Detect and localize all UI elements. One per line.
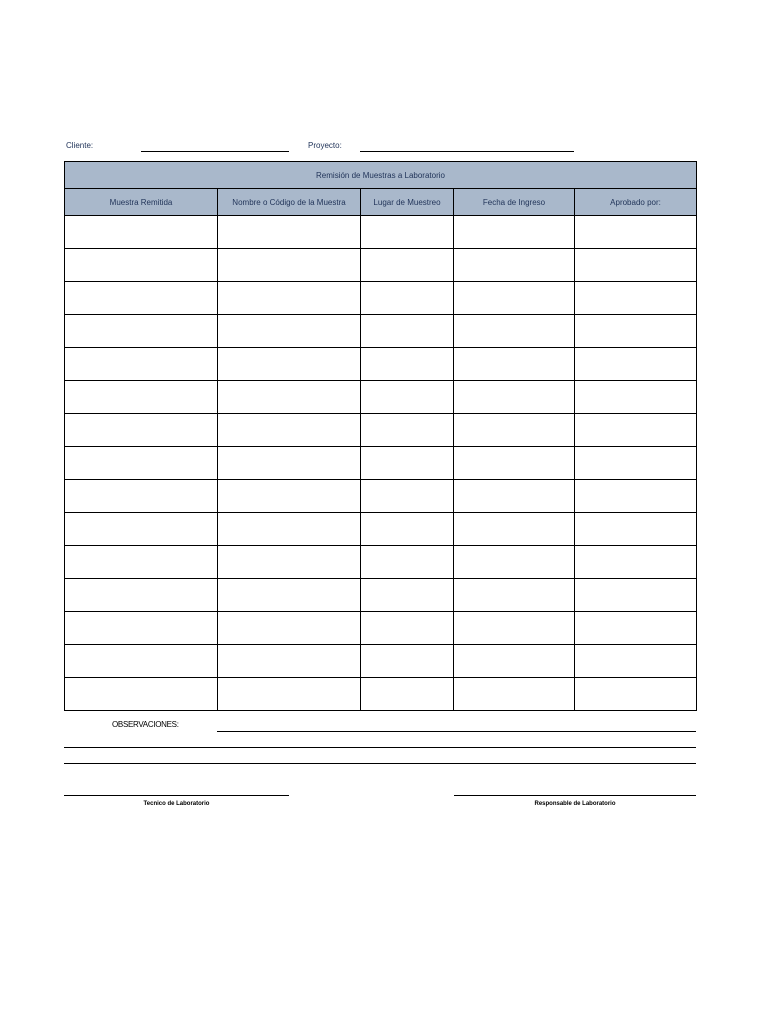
table-cell[interactable]: [361, 579, 454, 612]
column-header-nombre-codigo: Nombre o Código de la Muestra: [218, 189, 361, 216]
table-cell[interactable]: [454, 249, 575, 282]
signature-line-technician[interactable]: [64, 795, 289, 796]
table-cell[interactable]: [361, 249, 454, 282]
table-cell[interactable]: [65, 381, 218, 414]
table-cell[interactable]: [575, 480, 697, 513]
table-cell[interactable]: [454, 447, 575, 480]
table-row: [65, 348, 697, 381]
project-field[interactable]: [360, 151, 574, 152]
project-label: Proyecto:: [308, 141, 342, 150]
table-cell[interactable]: [65, 315, 218, 348]
table-cell[interactable]: [65, 249, 218, 282]
table-cell[interactable]: [218, 381, 361, 414]
table-cell[interactable]: [218, 678, 361, 711]
table-cell[interactable]: [361, 678, 454, 711]
sample-remission-table: [64, 161, 697, 711]
table-body: [65, 216, 697, 711]
observations-line-2[interactable]: [64, 747, 696, 748]
table-cell[interactable]: [575, 612, 697, 645]
table-cell[interactable]: [65, 612, 218, 645]
table-cell[interactable]: [361, 315, 454, 348]
table-cell[interactable]: [65, 678, 218, 711]
table-row: [65, 381, 697, 414]
table-row: [65, 546, 697, 579]
table-cell[interactable]: [218, 447, 361, 480]
table-cell[interactable]: [575, 579, 697, 612]
table-cell[interactable]: [218, 249, 361, 282]
signature-label-responsible: Responsable de Laboratorio: [534, 801, 616, 807]
table-cell[interactable]: [65, 546, 218, 579]
table-cell[interactable]: [218, 282, 361, 315]
table-cell[interactable]: [65, 282, 218, 315]
table-cell[interactable]: [65, 579, 218, 612]
table-cell[interactable]: [454, 348, 575, 381]
table-cell[interactable]: [65, 513, 218, 546]
table-cell[interactable]: [65, 216, 218, 249]
table-cell[interactable]: [575, 513, 697, 546]
table-cell[interactable]: [65, 414, 218, 447]
table-row: [65, 678, 697, 711]
table-cell[interactable]: [575, 447, 697, 480]
table-row: [65, 612, 697, 645]
table-cell[interactable]: [361, 348, 454, 381]
table-cell[interactable]: [575, 414, 697, 447]
table-cell[interactable]: [454, 579, 575, 612]
table-cell[interactable]: [361, 216, 454, 249]
table-cell[interactable]: [361, 513, 454, 546]
table-cell[interactable]: [218, 645, 361, 678]
table-cell[interactable]: [454, 282, 575, 315]
table-cell[interactable]: [575, 381, 697, 414]
table-cell[interactable]: [361, 612, 454, 645]
table-cell[interactable]: [454, 414, 575, 447]
table-cell[interactable]: [218, 348, 361, 381]
table-cell[interactable]: [454, 546, 575, 579]
table-cell[interactable]: [361, 546, 454, 579]
table-row: [65, 513, 697, 546]
table-cell[interactable]: [454, 645, 575, 678]
table-title: Remisión de Muestras a Laboratorio: [65, 162, 697, 189]
table-cell[interactable]: [454, 381, 575, 414]
table-row: [65, 447, 697, 480]
column-header-aprobado-por: Aprobado por:: [575, 189, 697, 216]
table-cell[interactable]: [454, 216, 575, 249]
client-field[interactable]: [141, 151, 289, 152]
table-row: [65, 249, 697, 282]
table-cell[interactable]: [454, 480, 575, 513]
table-cell[interactable]: [454, 612, 575, 645]
table-cell[interactable]: [65, 348, 218, 381]
table-row: [65, 282, 697, 315]
table-row: [65, 480, 697, 513]
table-cell[interactable]: [575, 282, 697, 315]
table-row: [65, 315, 697, 348]
table-cell[interactable]: [575, 249, 697, 282]
observations-label: OBSERVACIONES:: [112, 720, 179, 729]
table-cell[interactable]: [218, 216, 361, 249]
signature-line-responsible[interactable]: [454, 795, 696, 796]
signature-label-technician: Tecnico de Laboratorio: [143, 801, 210, 807]
table-cell[interactable]: [575, 678, 697, 711]
table-cell[interactable]: [65, 645, 218, 678]
observations-line-3[interactable]: [64, 763, 696, 764]
table-cell[interactable]: [218, 579, 361, 612]
table-cell[interactable]: [218, 315, 361, 348]
table-cell[interactable]: [218, 612, 361, 645]
table-cell[interactable]: [65, 480, 218, 513]
table-cell[interactable]: [218, 480, 361, 513]
client-label: Cliente:: [66, 141, 94, 150]
table-row: [65, 414, 697, 447]
table-cell[interactable]: [361, 381, 454, 414]
table-cell[interactable]: [361, 447, 454, 480]
table-cell[interactable]: [65, 447, 218, 480]
table-cell[interactable]: [575, 546, 697, 579]
table-row: [65, 645, 697, 678]
table-cell[interactable]: [361, 282, 454, 315]
table-cell[interactable]: [218, 546, 361, 579]
table-cell[interactable]: [361, 414, 454, 447]
observations-line-1[interactable]: [217, 731, 696, 732]
table-cell[interactable]: [454, 315, 575, 348]
table-cell[interactable]: [575, 645, 697, 678]
column-header-lugar-muestreo: Lugar de Muestreo: [361, 189, 454, 216]
table-row: [65, 216, 697, 249]
table-cell[interactable]: [575, 315, 697, 348]
table-cell[interactable]: [218, 513, 361, 546]
table-cell[interactable]: [361, 480, 454, 513]
table-cell[interactable]: [454, 513, 575, 546]
table-cell[interactable]: [454, 678, 575, 711]
table-cell[interactable]: [361, 645, 454, 678]
table-cell[interactable]: [575, 348, 697, 381]
table-cell[interactable]: [575, 216, 697, 249]
table-cell[interactable]: [218, 414, 361, 447]
column-header-fecha-ingreso: Fecha de Ingreso: [454, 189, 575, 216]
table-row: [65, 579, 697, 612]
column-header-muestra-remitida: Muestra Remitida: [65, 189, 218, 216]
